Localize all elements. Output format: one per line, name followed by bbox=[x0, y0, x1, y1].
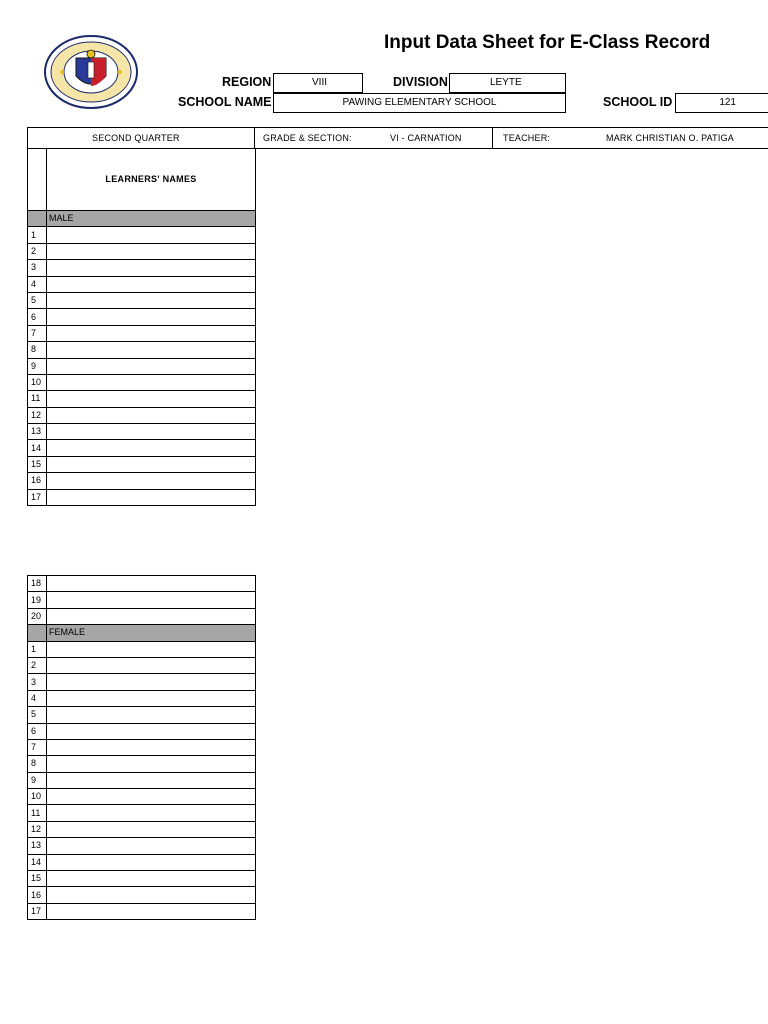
division-field[interactable]: LEYTE bbox=[449, 73, 566, 93]
learner-row bbox=[28, 821, 256, 837]
school-id-label: SCHOOL ID bbox=[603, 95, 673, 109]
division-label: DIVISION bbox=[393, 75, 448, 89]
region-field[interactable]: VIII bbox=[273, 73, 363, 93]
row-number: 8 bbox=[28, 342, 47, 358]
learner-name-cell[interactable] bbox=[47, 260, 256, 276]
row-number: 4 bbox=[28, 690, 47, 706]
row-number: 3 bbox=[28, 674, 47, 690]
learner-name-cell[interactable] bbox=[47, 292, 256, 308]
learner-name-cell[interactable] bbox=[47, 243, 256, 259]
learner-name-cell[interactable] bbox=[47, 789, 256, 805]
school-name-field[interactable]: PAWING ELEMENTARY SCHOOL bbox=[273, 93, 566, 113]
row-number: 20 bbox=[28, 608, 47, 624]
male-section-label: MALE bbox=[47, 211, 256, 227]
row-number: 12 bbox=[28, 407, 47, 423]
learners-names-header: LEARNERS' NAMES bbox=[47, 149, 256, 211]
row-number: 8 bbox=[28, 756, 47, 772]
learner-name-cell[interactable] bbox=[47, 838, 256, 854]
row-number: 1 bbox=[28, 227, 47, 243]
learner-name-cell[interactable] bbox=[47, 424, 256, 440]
learner-name-cell[interactable] bbox=[47, 871, 256, 887]
teacher-value[interactable]: MARK CHRISTIAN O. PATIGA bbox=[606, 133, 734, 143]
row-number: 5 bbox=[28, 292, 47, 308]
learner-row bbox=[28, 608, 256, 624]
learner-name-cell[interactable] bbox=[47, 756, 256, 772]
row-number: 1 bbox=[28, 641, 47, 657]
learner-name-cell[interactable] bbox=[47, 821, 256, 837]
learner-row bbox=[28, 854, 256, 870]
row-number: 18 bbox=[28, 576, 47, 592]
learner-name-cell[interactable] bbox=[47, 592, 256, 608]
learner-name-cell[interactable] bbox=[47, 407, 256, 423]
learner-name-cell[interactable] bbox=[47, 608, 256, 624]
learner-row bbox=[28, 407, 256, 423]
learner-name-cell[interactable] bbox=[47, 456, 256, 472]
row-number: 9 bbox=[28, 358, 47, 374]
row-number: 7 bbox=[28, 325, 47, 341]
row-number: 16 bbox=[28, 473, 47, 489]
learner-row bbox=[28, 707, 256, 723]
class-info-header bbox=[27, 127, 768, 149]
row-number: 7 bbox=[28, 739, 47, 755]
learner-row bbox=[28, 592, 256, 608]
learner-name-cell[interactable] bbox=[47, 739, 256, 755]
grade-section-value[interactable]: VI - CARNATION bbox=[390, 133, 462, 143]
row-number: 3 bbox=[28, 260, 47, 276]
school-id-field[interactable]: 121 bbox=[675, 93, 768, 113]
learner-row bbox=[28, 424, 256, 440]
learner-row bbox=[28, 838, 256, 854]
page-title: Input Data Sheet for E-Class Record bbox=[384, 32, 711, 53]
learner-row bbox=[28, 276, 256, 292]
learner-row bbox=[28, 887, 256, 903]
row-number: 11 bbox=[28, 391, 47, 407]
learners-table-page-2 bbox=[27, 575, 256, 920]
learner-row bbox=[28, 805, 256, 821]
learner-name-cell[interactable] bbox=[47, 374, 256, 390]
learner-row bbox=[28, 657, 256, 673]
row-number: 6 bbox=[28, 309, 47, 325]
learner-row bbox=[28, 739, 256, 755]
learner-name-cell[interactable] bbox=[47, 657, 256, 673]
learner-row bbox=[28, 903, 256, 919]
learner-row bbox=[28, 674, 256, 690]
school-name-label: SCHOOL NAME bbox=[178, 95, 272, 109]
row-number: 2 bbox=[28, 657, 47, 673]
learner-name-cell[interactable] bbox=[47, 903, 256, 919]
row-number: 6 bbox=[28, 723, 47, 739]
learner-row bbox=[28, 358, 256, 374]
learner-name-cell[interactable] bbox=[47, 309, 256, 325]
learner-row bbox=[28, 325, 256, 341]
row-number: 17 bbox=[28, 903, 47, 919]
region-label: REGION bbox=[222, 75, 272, 89]
learner-row bbox=[28, 440, 256, 456]
learner-row bbox=[28, 789, 256, 805]
row-number: 13 bbox=[28, 838, 47, 854]
learner-name-cell[interactable] bbox=[47, 342, 256, 358]
learner-name-cell[interactable] bbox=[47, 641, 256, 657]
row-number: 5 bbox=[28, 707, 47, 723]
learner-name-cell[interactable] bbox=[47, 576, 256, 592]
learner-name-cell[interactable] bbox=[47, 358, 256, 374]
teacher-label: TEACHER: bbox=[503, 133, 551, 143]
row-number: 13 bbox=[28, 424, 47, 440]
learner-row bbox=[28, 871, 256, 887]
learner-row bbox=[28, 641, 256, 657]
learner-row bbox=[28, 292, 256, 308]
row-number: 10 bbox=[28, 374, 47, 390]
quarter-label: SECOND QUARTER bbox=[92, 133, 180, 143]
row-number: 12 bbox=[28, 821, 47, 837]
learner-row bbox=[28, 243, 256, 259]
row-number: 15 bbox=[28, 871, 47, 887]
learner-row bbox=[28, 374, 256, 390]
learner-row bbox=[28, 723, 256, 739]
row-number: 19 bbox=[28, 592, 47, 608]
learner-name-cell[interactable] bbox=[47, 674, 256, 690]
learner-name-cell[interactable] bbox=[47, 887, 256, 903]
row-number: 11 bbox=[28, 805, 47, 821]
learner-row bbox=[28, 227, 256, 243]
learner-row bbox=[28, 260, 256, 276]
deped-seal-logo bbox=[42, 34, 140, 112]
learner-name-cell[interactable] bbox=[47, 440, 256, 456]
learner-name-cell[interactable] bbox=[47, 854, 256, 870]
learner-name-cell[interactable] bbox=[47, 805, 256, 821]
learner-row bbox=[28, 391, 256, 407]
row-number: 10 bbox=[28, 789, 47, 805]
learner-row bbox=[28, 456, 256, 472]
learner-name-cell[interactable] bbox=[47, 391, 256, 407]
learner-row bbox=[28, 690, 256, 706]
grade-section-label: GRADE & SECTION: bbox=[263, 133, 352, 143]
learner-row bbox=[28, 473, 256, 489]
learner-row bbox=[28, 576, 256, 592]
learner-name-cell[interactable] bbox=[47, 723, 256, 739]
learner-row bbox=[28, 756, 256, 772]
learner-row bbox=[28, 772, 256, 788]
learner-name-cell[interactable] bbox=[47, 690, 256, 706]
learner-name-cell[interactable] bbox=[47, 707, 256, 723]
row-number: 14 bbox=[28, 440, 47, 456]
row-number: 17 bbox=[28, 489, 47, 505]
learner-row bbox=[28, 489, 256, 505]
female-section-label: FEMALE bbox=[47, 625, 256, 641]
row-number: 16 bbox=[28, 887, 47, 903]
learner-name-cell[interactable] bbox=[47, 325, 256, 341]
row-number: 2 bbox=[28, 243, 47, 259]
row-number: 14 bbox=[28, 854, 47, 870]
learner-name-cell[interactable] bbox=[47, 276, 256, 292]
row-number: 15 bbox=[28, 456, 47, 472]
learner-row bbox=[28, 309, 256, 325]
learner-name-cell[interactable] bbox=[47, 473, 256, 489]
learner-name-cell[interactable] bbox=[47, 772, 256, 788]
learner-name-cell[interactable] bbox=[47, 227, 256, 243]
row-number: 9 bbox=[28, 772, 47, 788]
learner-row bbox=[28, 342, 256, 358]
learners-table-page-1 bbox=[27, 148, 256, 506]
learner-name-cell[interactable] bbox=[47, 489, 256, 505]
row-number: 4 bbox=[28, 276, 47, 292]
